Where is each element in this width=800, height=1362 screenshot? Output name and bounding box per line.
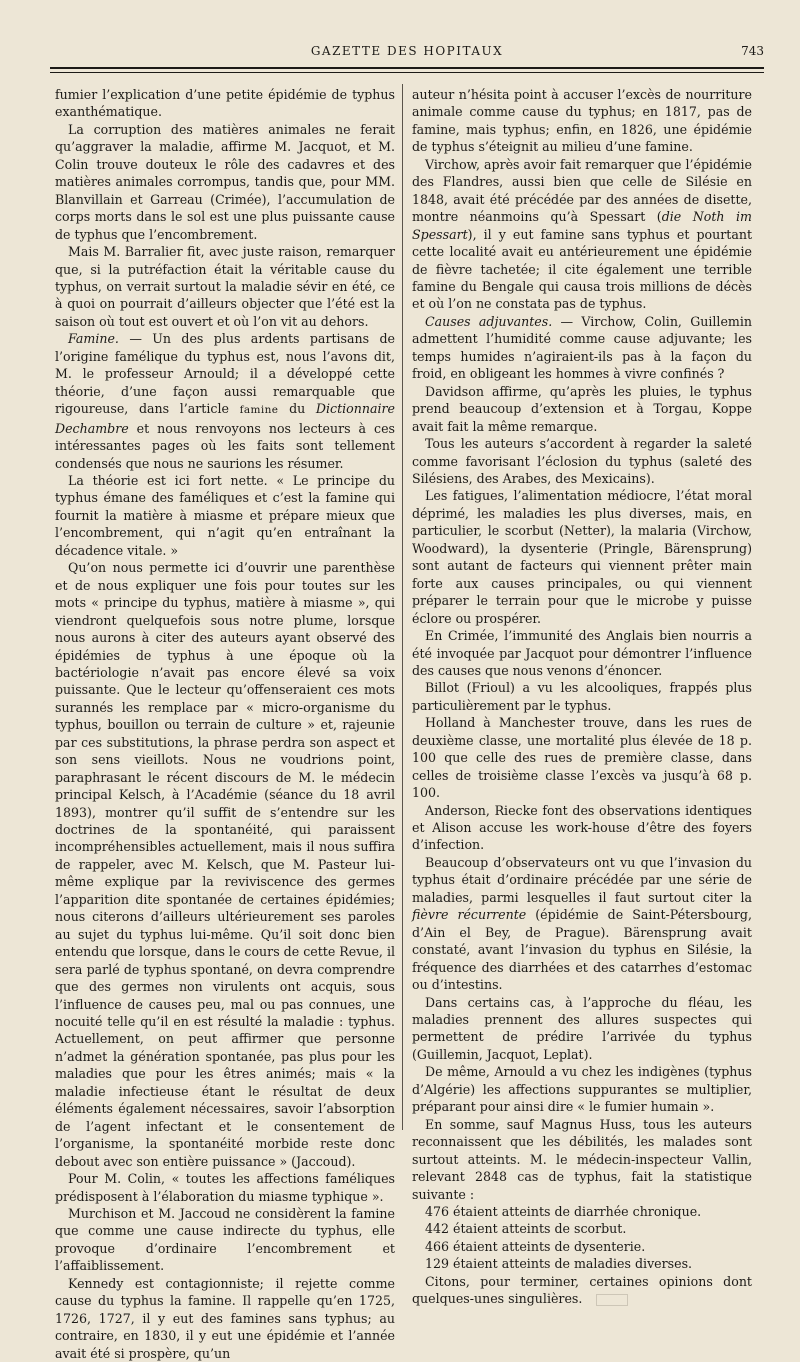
left-paragraph	[55, 243, 395, 330]
library-stamp	[596, 1294, 628, 1306]
left-paragraph	[55, 86, 395, 121]
paragraph-text: auteur n’hésita point à accuser l’excès de nourriture animale comme cause du typhus; en 1817, pas de famine, mais typhus; enfin, en 1826, une épidémie de typhus s’éteignit au milieu d’une famine.	[412, 87, 752, 155]
right-paragraph	[412, 802, 752, 854]
paragraph-text: Murchison et M. Jaccoud ne considèrent la famine que comme une cause indirecte du typhus, elle provoque d’ordinaire l’encombrement et l’affaiblissement.	[55, 1206, 395, 1274]
italic-reference: Dictionnaire Dechambre	[55, 401, 395, 436]
page-number: 743	[741, 44, 764, 58]
italic-term: fièvre récurrente	[412, 907, 527, 923]
section-lead: Famine.	[68, 331, 119, 347]
right-paragraph	[412, 313, 752, 383]
right-paragraph	[412, 994, 752, 1064]
paragraph-text: 442 étaient atteints de scorbut.	[425, 1221, 627, 1237]
italic-term: die Noth im Spessart	[412, 209, 752, 242]
right-paragraph	[412, 1220, 752, 1237]
paragraph-text: 129 étaient atteints de maladies diverses.	[425, 1256, 693, 1272]
right-paragraph	[412, 1116, 752, 1203]
right-paragraph	[412, 1203, 752, 1220]
left-column	[55, 86, 395, 1362]
paragraph-text: (épidémie de Saint-Pétersbourg, d’Ain el Bey, de Prague). Bärensprung avait constaté, avant l’invasion du typhus en Silésie, la fréquence des diarrhées et des catarrhes d’estomac ou d’intestins.	[412, 907, 752, 993]
paragraph-text: La théorie est ici fort nette. « Le principe du typhus émane des faméliques et c’est la famine qui fournit la matière à miasme et prépare mieux que l’encombrement, qui n’agit qu’en entraînant la décadence vitale. »	[55, 472, 395, 558]
right-paragraph	[412, 627, 752, 679]
paragraph-text: — Virchow, Colin, Guillemin admettent l’humidité comme cause adjuvante; les temps humides n’agiraient-ils pas à la façon du froid, en obligeant les hommes à vivre confinés ?	[412, 313, 752, 382]
right-paragraph	[412, 383, 752, 435]
paragraph-text: Dans certains cas, à l’approche du fléau, les maladies prennent des allures suspectes qui permettent de prédire l’arrivée du typhus (Guillemin, Jacquot, Leplat).	[412, 994, 752, 1062]
paragraph-text: 476 étaient atteints de diarrhée chronique.	[425, 1204, 702, 1219]
right-paragraph	[412, 487, 752, 627]
paragraph-text: Billot (Frioul) a vu les alcooliques, frappés plus particulièrement par le typhus.	[412, 680, 752, 713]
paragraph-text: Beaucoup d’observateurs ont vu que l’invasion du typhus était d’ordinaire précédée par une série de maladies, parmi lesquelles il faut surtout citer la	[412, 854, 752, 905]
right-paragraph	[412, 1063, 752, 1115]
paragraph-text: Qu’on nous permette ici d’ouvrir une parenthèse et de nous expliquer une fois pour toutes sur les mots « principe du typhus, matière à miasme », qui viendront quelquefois sous notre plume, lorsque nous aurons à citer des auteurs ayant observé des épidémies de typhus à une époque où la bactériologie n’avait pas encore élevé sa voix puissante. Que le lecteur qu’offenseraient ces mots surannés les remplace par « micro-organisme du typhus, bouillon ou terrain de culture » et, rajeunie par ces substitutions, la phrase perdra son aspect et son sens vieillots. Nous ne voudrions point, paraphrasant le récent discours de M. le médecin principal Kelsch, à l’Académie (séance du 18 avril 1893), montrer qu’il suffit de s’entendre sur les doctrines de la spontanéité, qui paraissent incompréhensibles actuellement, mais il nous suffira de rappeler, avec M. Kelsch, que M. Pasteur lui-même explique par la reviviscence des germes l’apparition dite spontanée de certaines épidémies; nous citerons d’ailleurs ultérieurement ses paroles au sujet du typhus lui-même. Qu’il soit donc bien entendu que lorsque, dans le cours de cette Revue, il sera parlé de typhus spontané, on devra comprendre que des germes non virulents ont acquis, sous l’influence de causes peu, mal ou pas connues, une nocuité telle qu’il en est résulté la maladie : typhus. Actuellement, on peut affirmer que personne n’admet la génération spontanée, pas plus pour les maladies que pour les êtres animés; mais « la maladie infectieuse étant le résultat de deux éléments également nécessaires, savoir l’absorption de l’agent infectant et le consentement de l’organisme, la spontanéité morbide reste donc debout avec son entière puissance » (Jaccoud).	[55, 560, 395, 1169]
paragraph-text: ), il y eut famine sans typhus et pourtant cette localité avait eu antérieurement une épidémie de fièvre tachetée; il cite également une terrible famine du Bengale qui causa trois millions de décès et où l’on ne constata pas de typhus.	[412, 226, 752, 312]
header-rule-thin	[50, 72, 764, 73]
left-paragraph	[55, 1275, 395, 1362]
header-rule-thick	[50, 67, 764, 69]
journal-title: GAZETTE DES HOPITAUX	[310, 44, 504, 58]
right-paragraph	[412, 435, 752, 487]
paragraph-text: Davidson affirme, qu’après les pluies, le typhus prend beaucoup d’extension et à Torgau, Koppe avait fait la même remarque.	[412, 383, 752, 434]
column-divider	[402, 84, 403, 1130]
paragraph-text: fumier l’explication d’une petite épidémie de typhus exanthématique.	[55, 87, 395, 120]
paragraph-text: Citons, pour terminer, certaines opinions dont quelques-unes singulières.	[412, 1273, 752, 1307]
left-paragraph	[55, 330, 395, 472]
paragraph-text: du	[278, 401, 316, 417]
right-paragraph	[412, 1255, 752, 1272]
right-paragraph	[412, 854, 752, 994]
right-paragraph	[412, 714, 752, 801]
right-paragraph	[412, 1273, 752, 1308]
paragraph-text: Kennedy est contagionniste; il rejette comme cause du typhus la famine. Il rappelle qu’en 1725, 1726, 1727, il y eut des famines sans typhus; au contraire, en 1830, il y eut une épidémie et l’année avait été si prospère, qu’un	[55, 1275, 395, 1361]
left-paragraph	[55, 559, 395, 1170]
right-paragraph	[412, 86, 752, 156]
paragraph-text: De même, Arnould a vu chez les indigènes (typhus d’Algérie) les affections suppurantes se multiplier, préparant pour ainsi dire « le fumier humain ».	[412, 1064, 752, 1115]
paragraph-text: Mais M. Barralier fit, avec juste raison, remarquer que, si la putréfaction était la véritable cause du typhus, on verrait surtout la maladie sévir en été, ce à quoi on pourrait d’ailleurs objecter que l’été est la saison où tout est ouvert et où l’on vit au dehors.	[55, 244, 395, 329]
paragraph-text: Virchow, après avoir fait remarquer que l’épidémie des Flandres, aussi bien que celle de Silésie en 1848, avait été précédée par des années de disette, montre néanmoins qu’à Spessart (	[412, 156, 752, 225]
paragraph-text: 466 étaient atteints de dysenterie.	[425, 1238, 646, 1254]
left-paragraph	[55, 1170, 395, 1205]
right-column	[412, 86, 752, 1308]
paragraph-text: La corruption des matières animales ne ferait qu’aggraver la maladie, affirme M. Jacquot, et M. Colin trouve douteux le rôle des cadavres et des matières animales corrompus, tandis que, pour MM. Blanvillain et Garreau (Crimée), l’accumulation de corps morts dans le sol est une plus puissante cause de typhus que l’encombrement.	[55, 121, 395, 242]
paragraph-text: Anderson, Riecke font des observations identiques et Alison accuse les work-house d’être des foyers d’infection.	[412, 802, 752, 853]
paragraph-text: En somme, sauf Magnus Huss, tous les auteurs reconnaissent que les débilités, les malades sont surtout atteints. M. le médecin-inspecteur Vallin, relevant 2848 cas de typhus, fait la statistique suivante :	[412, 1116, 752, 1202]
running-head	[50, 44, 764, 64]
section-lead: Causes adjuvantes.	[425, 313, 553, 329]
paragraph-text: Tous les auteurs s’accordent à regarder la saleté comme favorisant l’éclosion du typhus (saleté des Silésiens, des Arabes, des Mexicains).	[412, 436, 752, 486]
right-paragraph	[412, 679, 752, 714]
paragraph-text: Pour M. Colin, « toutes les affections faméliques prédisposent à l’élaboration du miasme typhique ».	[55, 1171, 395, 1204]
paragraph-text: et nous renvoyons nos lecteurs à ces intéressantes pages où les faits sont tellement condensés que nous ne saurions les résumer.	[55, 420, 395, 471]
paragraph-text: Les fatigues, l’alimentation médiocre, l’état moral déprimé, les maladies les plus diverses, mais, en particulier, le scorbut (Netter), la malaria (Virchow, Woodward), la dysenterie (Pringle, Bärensprung) sont autant de facteurs qui viennent prêter main forte aux causes principales, ou qui viennent préparer le terrain pour que le microbe y puisse éclore ou prospérer.	[412, 488, 752, 626]
paragraph-text: — Un des plus ardents partisans de l’origine famélique du typhus est, nous l’avons dit, M. le professeur Arnould; il a développé cette théorie, d’une façon aussi remarquable que rigoureuse, dans l’article	[55, 331, 395, 417]
right-paragraph	[412, 1238, 752, 1255]
left-paragraph	[55, 121, 395, 243]
right-paragraph	[412, 156, 752, 313]
paragraph-text: Holland à Manchester trouve, dans les rues de deuxième classe, une mortalité plus élevée de 18 p. 100 que celle des rues de première classe, dans celles de troisième classe l’excès va jusqu’à 68 p. 100.	[412, 715, 752, 801]
small-caps-term: famine	[239, 404, 279, 417]
paragraph-text: En Crimée, l’immunité des Anglais bien nourris a été invoquée par Jacquot pour démontrer l’influence des causes que nous venons d’énoncer.	[412, 628, 752, 678]
left-paragraph	[55, 1205, 395, 1275]
left-paragraph	[55, 472, 395, 559]
